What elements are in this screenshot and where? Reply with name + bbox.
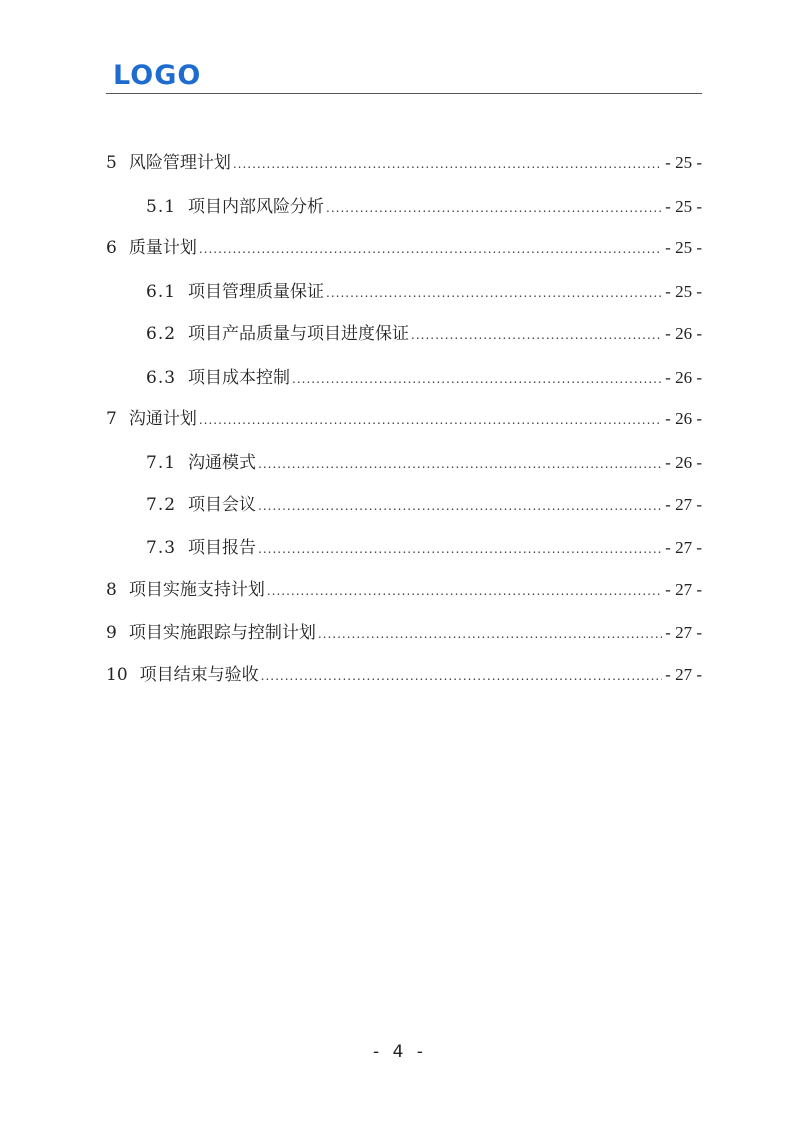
toc-entry[interactable] — [146, 323, 702, 345]
toc-entry-number: 6.3 — [146, 368, 177, 388]
toc-entry-number: 7.1 — [146, 453, 177, 473]
toc-entry-number: 8 — [106, 580, 117, 600]
toc-entry[interactable] — [106, 664, 702, 686]
toc-entry[interactable] — [106, 408, 702, 430]
toc-entry[interactable] — [106, 622, 702, 644]
toc-entry-page: - 26 - — [665, 453, 702, 472]
toc-entry-title: 沟通模式 — [188, 453, 257, 473]
toc-entry-page: - 26 - — [665, 368, 702, 387]
header-divider — [106, 93, 702, 94]
toc-entry-page: - 25 - — [665, 153, 702, 172]
toc-entry-number: 7 — [106, 409, 117, 429]
toc-entry-title: 质量计划 — [128, 238, 197, 258]
toc-dot-leader — [326, 197, 662, 219]
toc-entry-page: - 27 - — [665, 665, 702, 684]
toc-entry-page: - 26 - — [665, 409, 702, 428]
toc-entry-number: 5.1 — [146, 197, 177, 217]
toc-entry-title: 项目产品质量与项目进度保证 — [188, 324, 410, 344]
toc-entry-title: 项目实施跟踪与控制计划 — [128, 623, 316, 643]
toc-entry-number: 10 — [106, 665, 128, 685]
toc-entry-title: 项目结束与验收 — [139, 665, 259, 685]
toc-entry-title: 项目内部风险分析 — [188, 197, 325, 217]
toc-dot-leader — [267, 580, 662, 602]
toc-dot-leader — [258, 453, 662, 475]
toc-dot-leader — [199, 238, 662, 260]
toc-entry-title: 项目实施支持计划 — [128, 580, 265, 600]
toc-entry[interactable] — [106, 237, 702, 259]
toc-dot-leader — [261, 665, 663, 687]
toc-entry[interactable] — [146, 196, 702, 218]
toc-dot-leader — [411, 324, 662, 346]
toc-entry[interactable] — [146, 452, 702, 474]
toc-entry[interactable] — [146, 494, 702, 516]
toc-entry-page: - 26 - — [665, 324, 702, 343]
toc-entry-page: - 27 - — [665, 580, 702, 599]
toc-entry-number: 6.1 — [146, 282, 177, 302]
toc-entry-number: 6 — [106, 238, 117, 258]
toc-dot-leader — [292, 368, 662, 390]
toc-entry-title: 风险管理计划 — [128, 153, 231, 173]
toc-entry-title: 项目报告 — [188, 538, 257, 558]
toc-entry-title: 项目管理质量保证 — [188, 282, 325, 302]
toc-entry-title: 项目会议 — [188, 495, 257, 515]
toc-entry-number: 7.3 — [146, 538, 177, 558]
toc-entry-page: - 25 - — [665, 238, 702, 257]
toc-dot-leader — [258, 495, 662, 517]
toc-entry-page: - 27 - — [665, 538, 702, 557]
toc-entry-number: 9 — [106, 623, 117, 643]
page-number: - 4 - — [373, 1042, 427, 1062]
toc-entry-title: 项目成本控制 — [188, 368, 291, 388]
toc-entry[interactable] — [146, 367, 702, 389]
toc-entry-title: 沟通计划 — [128, 409, 197, 429]
toc-entry[interactable] — [106, 152, 702, 174]
toc-entry[interactable] — [106, 579, 702, 601]
logo: LOGO — [113, 60, 202, 91]
toc-entry-number: 6.2 — [146, 324, 177, 344]
toc-entry-number: 7.2 — [146, 495, 177, 515]
toc-entry-page: - 25 - — [665, 282, 702, 301]
toc-entry-page: - 27 - — [665, 623, 702, 642]
toc-dot-leader — [199, 409, 662, 431]
toc-entry-number: 5 — [106, 153, 117, 173]
toc-dot-leader — [318, 623, 662, 645]
page-header — [106, 58, 702, 96]
toc-entry-page: - 25 - — [665, 197, 702, 216]
toc-dot-leader — [233, 153, 662, 175]
toc-dot-leader — [326, 282, 662, 304]
toc-dot-leader — [258, 538, 662, 560]
toc-entry[interactable] — [146, 537, 702, 559]
toc-entry[interactable] — [146, 281, 702, 303]
toc-entry-page: - 27 - — [665, 495, 702, 514]
